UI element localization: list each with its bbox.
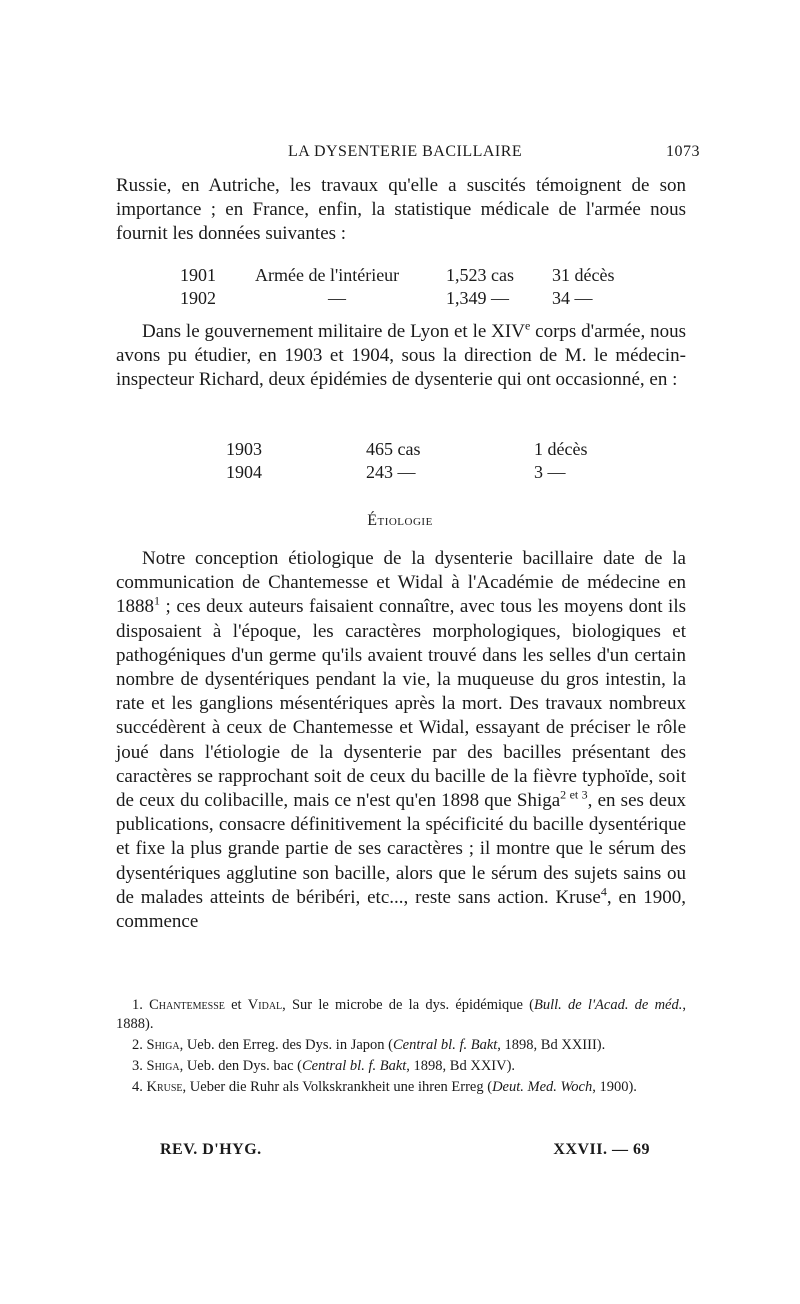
superscript: e xyxy=(524,318,531,333)
footnote-number: 1. xyxy=(132,997,143,1013)
footnote xyxy=(116,1078,686,1097)
etiology-text-3: , en ses deux publications, consacre définitivement la spécificité du bacille dysentérique et fixe la plus grande partie de ses caractères ; il montre que le sérum des dysentériques agglutine son bacille, alors que le sérum des sujets sains ou de malades atteints de béribéri, etc..., reste sans action. Kruse xyxy=(116,790,687,908)
footnote-author: Chantemesse xyxy=(149,997,225,1013)
intro-paragraph: Russie, en Autriche, les travaux qu'elle a suscités témoignent de son importance ; en France, enfin, la statistique médicale de l'armée nous fournit les données suivantes : xyxy=(116,175,686,245)
footnote-tail: , 1888). xyxy=(116,997,686,1032)
footnote-ref: 4 xyxy=(600,884,607,899)
footnote-text: , Ueb. den Dys. bac ( xyxy=(179,1058,302,1074)
page-number: 1073 xyxy=(666,143,700,160)
footnote-number: 2. xyxy=(132,1037,143,1053)
footnote-ref: 2 et 3 xyxy=(560,787,588,802)
footnote-number: 4. xyxy=(132,1079,143,1095)
label-cell: Armée de l'intérieur xyxy=(255,265,400,285)
year-cell: 1901 xyxy=(180,265,216,285)
footnote-author: Shiga xyxy=(146,1058,180,1074)
journal-signature: REV. D'HYG. xyxy=(160,1141,262,1158)
running-header xyxy=(108,143,700,165)
footnote-text: , Ueb. den Erreg. des Dys. in Japon ( xyxy=(179,1037,393,1053)
footnote-joiner: et xyxy=(224,997,248,1013)
footnote-text: , Ueber die Ruhr als Volkskrankheit une ihren Erreg ( xyxy=(182,1079,493,1095)
footnote-author: Shiga xyxy=(146,1037,180,1053)
cases-cell: 1,349 — xyxy=(446,288,509,308)
footnote xyxy=(116,1036,686,1055)
volume-signature: XXVII. — 69 xyxy=(553,1141,650,1158)
etiology-text-2: ; ces deux auteurs faisaient connaître, avec tous les moyens dont ils disposaient à l'époque, les caractères morphologiques, biologiques et pathogéniques d'un germe qu'ils avaient trouvé dans les selles d'un certain nombre de dysentériques pendant la vie, la muqueuse du gros intestin, la rate et les ganglions mésentériques après la mort. Des travaux nombreux succédèrent à ceux de Chantemesse et Widal, essayant de préciser le rôle joué dans l'étiologie de la dysenterie par des bacilles présentant des caractères se rapprochant soit de ceux du bacille de la fièvre typhoïde, soit de ceux du colibacille, mais ce n'est qu'en 1898 que Shiga xyxy=(116,596,686,812)
year-cell: 1902 xyxy=(180,288,216,308)
etiology-text-4: , en 1900, commence xyxy=(116,886,686,933)
cases-cell: 243 — xyxy=(366,462,416,482)
footnote-journal: Deut. Med. Woch xyxy=(492,1079,593,1095)
deaths-cell: 1 décès xyxy=(534,439,588,459)
lyon-paragraph xyxy=(116,320,686,393)
lyon-text-2: corps d'armée, nous avons pu étudier, en 1903 et 1904, sous la direction de M. le médecin-inspecteur Richard, deux épidémies de dysenterie qui ont occasionné, en : xyxy=(116,321,686,391)
footnote-ref: 1 xyxy=(154,594,160,609)
etiology-text-1: Notre conception étiologique de la dysenterie bacillaire date de la communication de Chantemesse et Widal à l'Académie de médecine en 1888 xyxy=(116,548,686,618)
footnote-number: 3. xyxy=(132,1058,143,1074)
running-title: LA DYSENTERIE BACILLAIRE xyxy=(288,143,523,160)
army-stats-table xyxy=(180,264,640,310)
footnote-journal: Central bl. f. Bakt xyxy=(392,1037,498,1053)
footnote-text: , Sur le microbe de la dys. épidémique ( xyxy=(282,997,535,1013)
deaths-cell: 3 — xyxy=(534,462,566,482)
footnotes xyxy=(116,996,686,1099)
label-cell: — xyxy=(328,288,346,308)
footnote-tail: , 1898, Bd XXIV). xyxy=(406,1058,516,1074)
page-footer xyxy=(160,1141,660,1163)
year-cell: 1903 xyxy=(226,439,262,459)
footnote-tail: , 1898, Bd XXIII). xyxy=(497,1037,606,1053)
footnote-author: Kruse xyxy=(146,1079,183,1095)
lyon-stats-table xyxy=(226,438,626,484)
footnote xyxy=(116,1057,686,1076)
footnote-tail: , 1900). xyxy=(592,1079,637,1095)
footnote-author: Vidal xyxy=(247,997,283,1013)
footnote xyxy=(116,996,686,1034)
table-row xyxy=(180,287,640,310)
deaths-cell: 31 décès xyxy=(552,265,615,285)
deaths-cell: 34 — xyxy=(552,288,593,308)
footnote-journal: Bull. de l'Acad. de méd. xyxy=(534,997,683,1013)
section-title: Étiologie xyxy=(367,512,433,529)
table-row xyxy=(226,438,626,461)
etiology-paragraph xyxy=(116,547,686,934)
year-cell: 1904 xyxy=(226,462,262,482)
lyon-text-1: Dans le gouvernement militaire de Lyon et le XIV xyxy=(142,321,525,342)
table-row xyxy=(180,264,640,287)
table-row xyxy=(226,461,626,484)
footnote-journal: Central bl. f. Bakt xyxy=(301,1058,407,1074)
cases-cell: 465 cas xyxy=(366,439,421,459)
cases-cell: 1,523 cas xyxy=(446,265,514,285)
